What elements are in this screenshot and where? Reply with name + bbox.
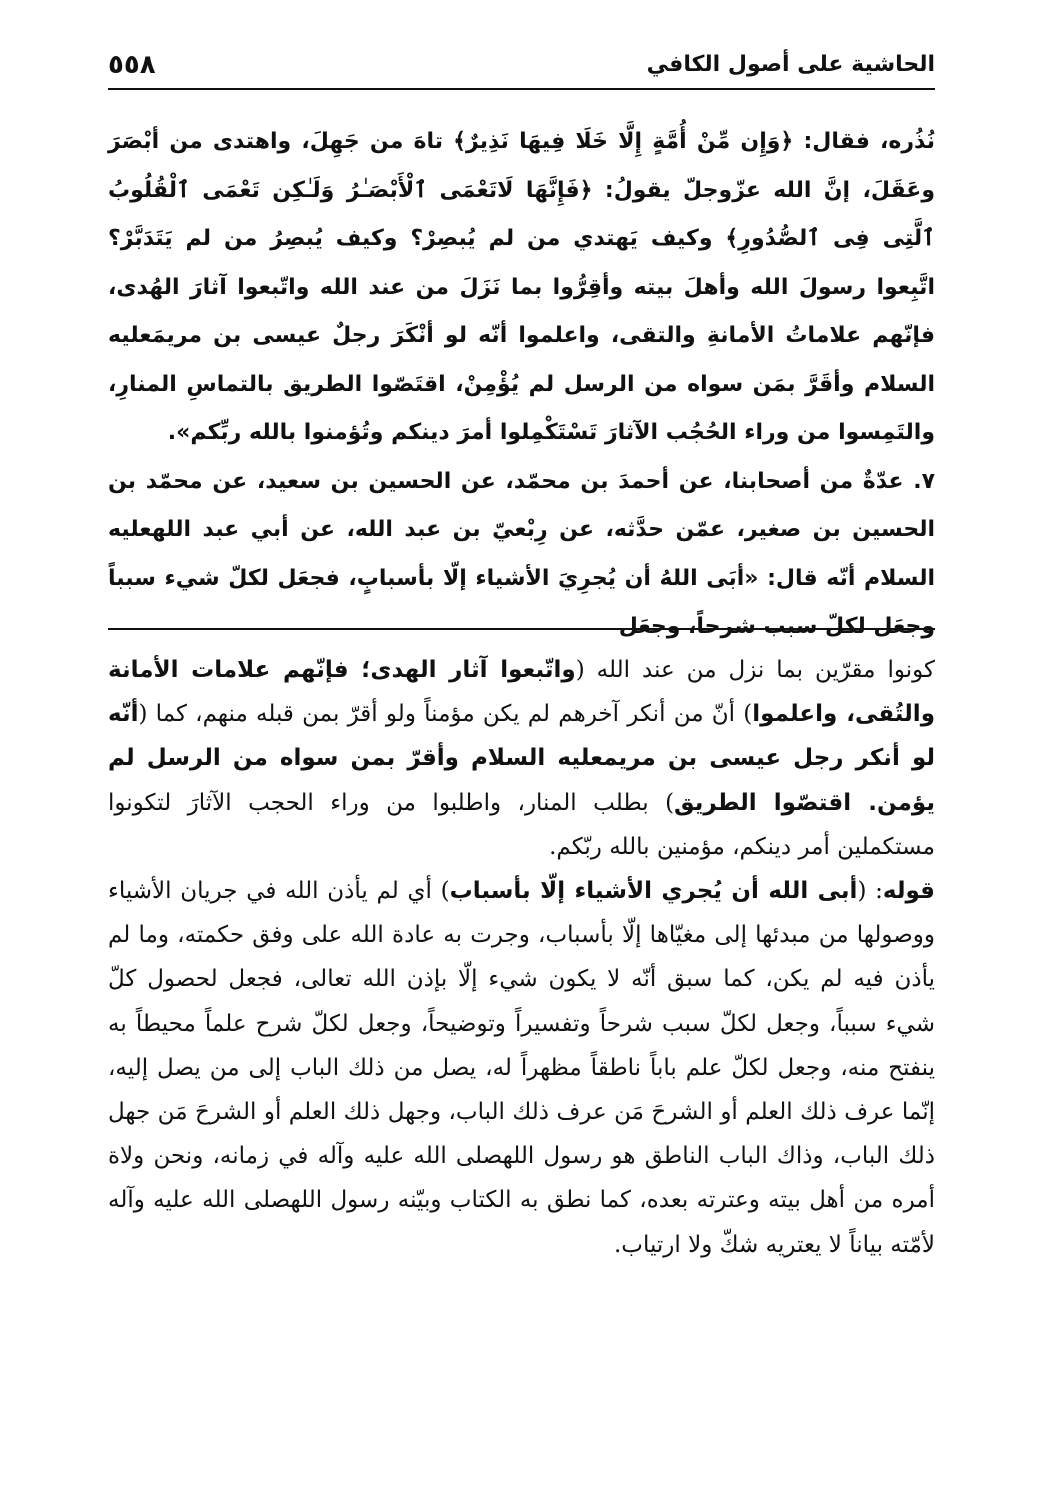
commentary-text: ) أنّ من أنكر آخرهم لم يكن مؤمناً ولو أقرّ بمن قبله منهم، كما ( [138,701,753,728]
commentary-paragraph-2 [108,869,935,1267]
commentary [108,648,935,1267]
header-title: الحاشية على أصول الكافي [646,52,935,77]
hadith-paragraph-2: ٧. عدّةٌ من أصحابنا، عن أحمدَ بن محمّد، عن الحسين بن سعيد، عن محمّد بن الحسين بن صغير، عمّن حدَّثه، عن رِبْعيّ بن عبد الله، عن أبي عبد الله‏عليه السلام أنّه قال: «أبَى اللهُ أن يُجرِيَ الأشياء إلّا بأسبابٍ، فجعَل لكلّ شيء سبباً وجعَل لكلّ سبب شرحاً، وجعَل [108,468,935,639]
commentary-paragraph-1 [108,648,935,869]
hadith-paragraph-1: نُذُره، فقال: ﴿وَإِن مِّنْ أُمَّةٍ إِلَّا خَلَا فِيهَا نَذِيرٌ﴾ تاهَ من جَهِلَ، واهتدى من أبْصَرَ وعَقَلَ، إنَّ الله عزّوجلّ يقولُ: ﴿فَإِنَّهَا لَاتَعْمَى ٱلْأَبْصَـٰرُ وَلَـٰكِن تَعْمَى ٱلْقُلُوبُ ٱلَّتِى فِى ٱلصُّدُورِ﴾ وكيف يَهتدي من لم يُبصِرْ؟ وكيف يُبصِرُ من لم يَتَدَبَّرْ؟ اتَّبِعوا رسولَ الله وأهلَ بيته وأقِرُّوا بما نَزَلَ من عند الله واتّبعوا آثارَ الهُدى، فإنّهم علاماتُ الأمانةِ والتقى، واعلموا أنّه لو أنْكَرَ رجلٌ عيسى بن مريمَ‏عليه السلام وأقَرَّ بمَن سواه من الرسل لم يُؤْمِنْ، اقتَصّوا الطريق بالتماسِ المنارِ، والتَمِسوا من وراء الحُجُب الآثارَ تَسْتَكْمِلوا أمرَ دينكم وتُؤمنوا بالله ربِّكم». [108,129,935,445]
commentary-quote: أبى الله أن يُجري الأشياء إلّا بأسباب [449,878,858,905]
header-rule [108,88,935,90]
commentary-quote: أنّه لو أنكر رجل عيسى بن مريم‏عليه السلام وأقرّ بمن سواه من الرسل لم يؤمن. اقتصّوا الطريق [108,701,935,816]
page-number: ٥٥٨ [108,50,156,80]
commentary-text: : ( [857,878,883,905]
running-header [108,50,935,84]
commentary-text: ) أي لم يأذن الله في جريان الأشياء ووصولها من مبدئها إلى مغيّاها إلّا بأسباب، وجرت به عادة الله على وفق حكمته، وما لم يأذن فيه لم يكن، كما سبق أنّه لا يكون شيء إلّا بإذن الله تعالى، فجعل لحصول كلّ شيء سبباً، وجعل لكلّ سبب شرحاً وتفسيراً وتوضيحاً، وجعل لكلّ شرح علماً محيطاً به ينفتح منه، وجعل لكلّ علم باباً ناطقاً مظهراً له، يصل من ذلك الباب إلى من يصل إليه، إنّما عرف ذلك العلم أو الشرحَ مَن عرف ذلك الباب، وجهل ذلك العلم أو الشرحَ مَن جهل ذلك الباب، وذاك الباب الناطق هو رسول الله‏صلى الله عليه وآله في زمانه، ونحن ولاة أمره من أهل بيته وعترته بعده، كما نطق به الكتاب وبيّنه رسول الله‏صلى الله عليه وآله لأمّته بياناً لا يعتريه شكّ ولا ارتياب. [108,878,935,1258]
footnote-rule [108,628,935,630]
hadith-text [108,118,935,652]
commentary-text: ) بطلب المنار، واطلبوا من وراء الحجب الآثارَ لتكونوا مستكملين أمر دينكم، مؤمنين بالله ربّكم. [108,789,935,860]
commentary-lemma-label: قوله [882,878,935,905]
commentary-text: كونوا مقرّين بما نزل من عند الله ( [575,657,935,683]
commentary-quote: واتّبعوا آثار الهدى؛ فإنّهم علامات الأمانة والتُقى، واعلموا [108,657,935,728]
